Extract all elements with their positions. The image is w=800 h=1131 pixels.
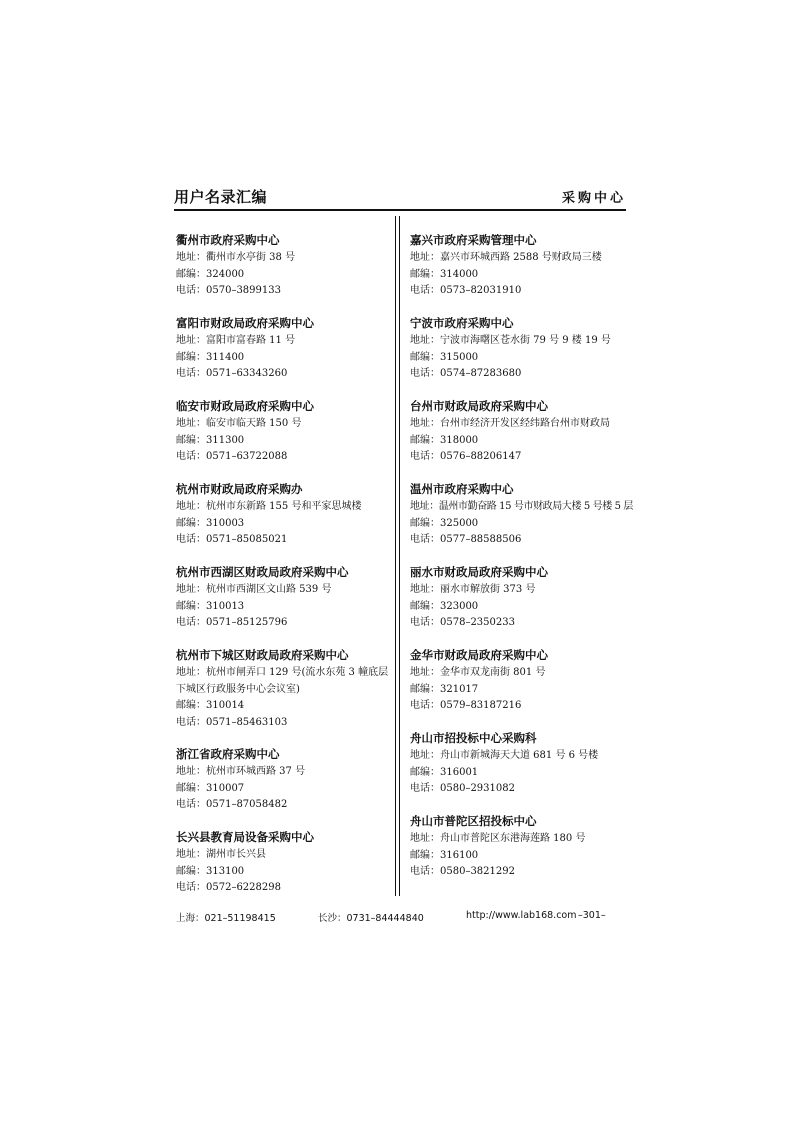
entry-name: 台州市财政局政府采购中心 [410, 399, 548, 413]
entry-postcode: 邮编：310013 [176, 600, 245, 612]
entry-name: 丽水市财政局政府采购中心 [410, 565, 548, 579]
page-number: –301– [578, 910, 606, 921]
entry-name: 衢州市政府采购中心 [176, 233, 280, 247]
entry-address: 地址：杭州市东新路 155 号和平家思城楼 [176, 501, 362, 512]
entry-postcode: 邮编：311300 [176, 434, 245, 446]
entry-phone: 电话：0580–3821292 [410, 866, 515, 877]
entry-address: 地址：金华市双龙南街 801 号 [410, 667, 546, 678]
entry-postcode: 邮编：316001 [410, 766, 479, 778]
entry-phone: 电话：0571–85085021 [176, 534, 288, 545]
entry-phone: 电话：0577–88588506 [410, 534, 522, 545]
entry-phone: 电话：0571–63722088 [176, 451, 288, 462]
entry-address: 地址：丽水市解放街 373 号 [410, 584, 536, 595]
entry-postcode: 邮编：323000 [410, 600, 479, 612]
entry-phone: 电话：0576–88206147 [410, 451, 522, 462]
directory-entry [410, 398, 635, 481]
entry-address: 地址：台州市经济开发区经纬路台州市财政局 [410, 418, 610, 429]
entry-postcode: 邮编：321017 [410, 683, 479, 695]
left-column [176, 232, 396, 912]
directory-entry [410, 647, 635, 730]
entry-postcode: 邮编：318000 [410, 434, 479, 446]
entry-name: 富阳市财政局政府采购中心 [176, 316, 314, 330]
entry-phone: 电话：0570–3899133 [176, 285, 281, 296]
page-header [174, 186, 626, 208]
entry-postcode: 邮编：311400 [176, 351, 245, 363]
footer-website-link[interactable]: http://www.lab168.com [466, 910, 577, 921]
entry-postcode: 邮编：316100 [410, 849, 479, 861]
entry-phone: 电话：0571–85125796 [176, 617, 288, 628]
directory-entry [176, 647, 396, 746]
entry-postcode: 邮编：310014 [176, 700, 245, 711]
entry-phone: 电话：0572–6228298 [176, 882, 281, 893]
book-title: 用户名录汇编 [174, 188, 268, 206]
directory-entry [410, 315, 635, 398]
right-column [410, 232, 635, 896]
directory-entry [176, 564, 396, 647]
entry-address: 地址：杭州市闸弄口 129 号(流水东苑 3 幢底层下城区行政服务中心会议室) [176, 667, 389, 695]
entry-name: 浙江省政府采购中心 [176, 747, 280, 761]
entry-name: 嘉兴市政府采购管理中心 [410, 233, 537, 247]
footer-changsha-phone: 长沙：0731–84444840 [318, 913, 424, 924]
entry-address: 地址：衢州市水亭街 38 号 [176, 252, 296, 263]
entry-name: 杭州市下城区财政局政府采购中心 [176, 648, 349, 662]
directory-entry [410, 813, 635, 896]
entry-name: 宁波市政府采购中心 [410, 316, 514, 330]
entry-phone: 电话：0574–87283680 [410, 368, 522, 379]
entry-address: 地址：临安市临天路 150 号 [176, 418, 302, 429]
directory-entry [176, 232, 396, 315]
entry-name: 温州市政府采购中心 [410, 482, 514, 496]
entry-address: 地址：杭州市环城西路 37 号 [176, 766, 306, 777]
entry-postcode: 邮编：310003 [176, 517, 245, 529]
entry-address: 地址：杭州市西湖区文山路 539 号 [176, 584, 332, 595]
entry-phone: 电话：0578–2350233 [410, 617, 515, 628]
directory-entry [176, 398, 396, 481]
entry-postcode: 邮编：313100 [176, 865, 245, 877]
entry-name: 临安市财政局政府采购中心 [176, 399, 314, 413]
directory-entry [410, 481, 635, 564]
directory-entry [410, 232, 635, 315]
directory-entry [410, 564, 635, 647]
entry-phone: 电话：0571–63343260 [176, 368, 288, 379]
entry-address: 地址：湖州市长兴县 [176, 849, 266, 860]
entry-phone: 电话：0579–83187216 [410, 700, 522, 711]
section-title: 采购中心 [561, 191, 626, 206]
directory-entry [176, 829, 396, 912]
entry-name: 舟山市招投标中心采购科 [410, 731, 537, 745]
entry-name: 长兴县教育局设备采购中心 [176, 830, 314, 844]
entry-address: 地址：温州市勤奋路 15 号市财政局大楼 5 号楼 5 层 [410, 501, 633, 512]
directory-entry [176, 746, 396, 829]
page-footer [0, 910, 800, 924]
entry-name: 杭州市西湖区财政局政府采购中心 [176, 565, 349, 579]
entry-phone: 电话：0571–85463103 [176, 716, 288, 728]
directory-entry [176, 481, 396, 564]
entry-phone: 电话：0571–87058482 [176, 799, 288, 810]
entry-address: 地址：嘉兴市环城西路 2588 号财政局三楼 [410, 252, 602, 263]
directory-entry [176, 315, 396, 398]
entry-name: 舟山市普陀区招投标中心 [410, 814, 537, 828]
entry-address: 地址：宁波市海曙区苍水街 79 号 9 楼 19 号 [410, 335, 611, 346]
header-rule [174, 209, 626, 211]
directory-entry [410, 730, 635, 813]
entry-phone: 电话：0580–2931082 [410, 783, 515, 794]
entry-postcode: 邮编：325000 [410, 517, 479, 529]
entry-postcode: 邮编：314000 [410, 268, 479, 280]
entry-name: 杭州市财政局政府采购办 [176, 482, 303, 496]
entry-address: 地址：富阳市富春路 11 号 [176, 335, 296, 346]
entry-address: 地址：舟山市新城海天大道 681 号 6 号楼 [410, 750, 599, 761]
entry-phone: 电话：0573–82031910 [410, 285, 522, 296]
entry-postcode: 邮编：310007 [176, 782, 245, 794]
entry-postcode: 邮编：315000 [410, 351, 479, 363]
entry-address: 地址：舟山市普陀区东港海莲路 180 号 [410, 833, 586, 844]
entry-postcode: 邮编：324000 [176, 268, 245, 280]
entry-name: 金华市财政局政府采购中心 [410, 648, 548, 662]
footer-shanghai-phone: 上海：021–51198415 [176, 913, 276, 924]
